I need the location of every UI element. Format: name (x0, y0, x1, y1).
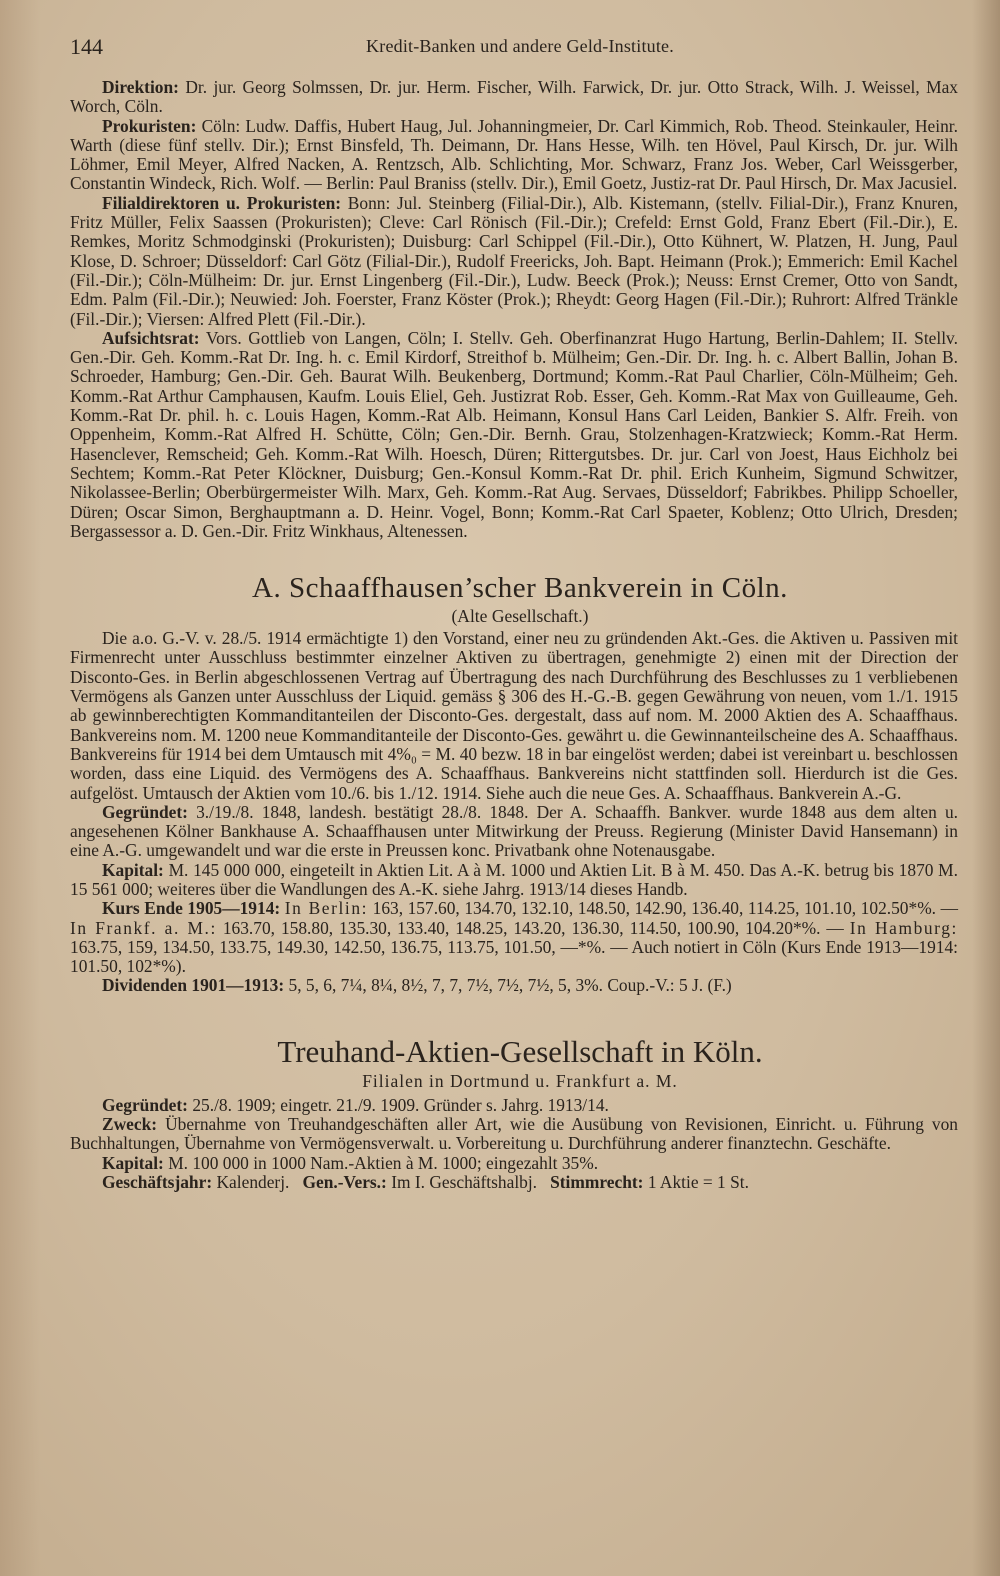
gegruendet-label: Gegründet: (102, 1094, 188, 1115)
page-edge-shadow-left (0, 0, 40, 1576)
page-edge-shadow-right (972, 0, 1000, 1576)
meta-paragraph (70, 1173, 958, 1192)
section-subtitle: (Alte Gesellschaft.) (451, 606, 589, 627)
section-subtitle: Filialen in Dortmund u. Frankfurt a. M. (362, 1070, 678, 1091)
prokuristen-label: Prokuristen: (102, 115, 197, 136)
continued-entry (70, 78, 958, 541)
aufsichtsrat-label: Aufsichtsrat: (102, 327, 200, 348)
zweck-paragraph (70, 1115, 958, 1154)
kurs-paragraph (70, 899, 958, 976)
kurs-dash: — (940, 898, 958, 919)
aufsichtsrat-paragraph (70, 329, 958, 541)
section-title: Treuhand-Aktien-Gesellschaft in Köln. (277, 1033, 763, 1069)
stimmrecht-text: 1 Aktie = 1 St. (647, 1171, 749, 1192)
direktion-text: Dr. jur. Georg Solmssen, Dr. jur. Herm. Fischer, Wilh. Farwick, Dr. jur. Otto Strack, Wilh. J. Weissel, Max Worch, Cöln. (70, 77, 958, 117)
zweck-text: Übernahme von Treuhandgeschäften aller Art, wie die Ausübung von Revisionen, Einricht. u. Führung von Buchhaltungen, Übernahme von Vermögensverwalt. u. Vorbereitung u. Durchführung anderer finanztechn. Geschäfte. (70, 1114, 958, 1154)
running-title: Kredit-Banken und andere Geld-Institute. (366, 36, 674, 56)
kurs-coeln-note: Auch notiert in Cöln (Kurs Ende 1913—1914: 101.50, 102*%). (70, 936, 958, 977)
kapital-text: M. 145 000 000, eingeteilt in Aktien Lit. A à M. 1000 und Aktien Lit. B à M. 450. Das A.-K. betrug bis 1870 M. 15 561 000; weiteres über die Wandlungen des A.-K. siehe Jahrg. 1913/14 dieses Handb. (70, 859, 958, 899)
kapital-label: Kapital: (102, 859, 164, 880)
kurs-label: Kurs Ende 1905—1914: (102, 898, 281, 919)
filialdirektoren-paragraph (70, 194, 958, 329)
section-treuhand (70, 1034, 970, 1192)
prokuristen-text: Cöln: Ludw. Daffis, Hubert Haug, Jul. Johanningmeier, Dr. Carl Kimmich, Rob. Theod. Steinkauler, Heinr. Warth (diese fünf stellv. Dir.); Ernst Binsfeld, Th. Deimann, Dr. Hans Hesse, Wilh. ten Hövel, Paul Kirsch, Dr. jur. Wilh Löhmer, Emil Meyer, Alfred Nacken, A. Rentzsch, Alb. Schlichting, Mor. Schwarz, Franz Jos. Weber, Carl Weissgerber, Constantin Windeck, Rich. Wolf. — Berlin: Paul Braniss (stellv. Dir.), Emil Goetz, Justiz-rat Dr. Paul Hirsch, Dr. Max Jacusiel. (70, 115, 958, 194)
gen-vers-label: Gen.-Vers.: (302, 1171, 387, 1192)
kurs-dash: — (610, 936, 628, 957)
book-page (70, 34, 970, 1192)
gegruendet-paragraph (70, 1096, 958, 1115)
dividenden-label: Dividenden 1901—1913: (102, 975, 285, 996)
direktion-paragraph (70, 78, 958, 117)
section-title: A. Schaaffhausen’scher Bankverein in Cöln. (252, 572, 788, 605)
gegruendet-text: 3./19./8. 1848, landesh. bestätigt 28./8. 1848. Der A. Schaaffh. Bankver. wurde 1848 aus dem alten u. angesehenen Kölner Bankhause A. Schaaffhausen unter Mitwirkung der Preuss. Regierung (Minister David Hansemann) in eine A.-G. umgewandelt und war die erste in Preussen konc. Privatbank ohne Notenausgabe. (70, 801, 958, 861)
kapital-paragraph (70, 1154, 958, 1173)
zweck-label: Zweck: (102, 1114, 158, 1135)
section-body (70, 629, 958, 996)
running-head (70, 34, 970, 64)
geschaeftsjahr-text: Kalenderj. (216, 1171, 290, 1192)
section-body (70, 1096, 958, 1192)
filialdirektoren-label: Filialdirektoren u. Prokuristen: (102, 192, 342, 213)
kurs-hamburg-values: 163.75, 159, 134.50, 133.75, 149.30, 142.50, 136.75, 113.75, 101.50, —*%. (70, 936, 606, 957)
dividenden-text: 5, 5, 6, 7¼, 8¼, 8½, 7, 7, 7½, 7½, 7½, 5, 3%. Coup.-V.: 5 J. (F.) (288, 975, 732, 996)
kurs-berlin-values: 163, 157.60, 134.70, 132.10, 148.50, 142.90, 136.40, 114.25, 101.10, 102.50*%. (372, 898, 937, 919)
prokuristen-paragraph (70, 117, 958, 194)
gegruendet-paragraph (70, 803, 958, 861)
section-schaaffhausen (70, 571, 970, 996)
page-number: 144 (70, 34, 103, 59)
kurs-frankfurt-label: In Frankf. a. M.: (70, 917, 217, 938)
direktion-label: Direktion: (102, 77, 179, 97)
intro-paragraph: Die a.o. G.-V. v. 28./5. 1914 ermächtigte 1) den Vorstand, einer neu zu gründenden Akt.-Ges. die Aktiven u. Passiven mit Firmenrecht unter Ausschluss bestimmter einzelner Aktiven zu übertragen, genehmigte 2) einen mit der Direction der Disconto-Ges. in Berlin abgeschlossenen Vertrag auf Übertragung des nach Durchführung des Beschlusses zu 1 verbliebenen Vermögens als Ganzen unter Ausschluss der Liquid. gemäss § 306 des H.-G.-B. gegen Gewährung von neuen, vom 1./1. 1915 ab gewinnberechtigten Kommanditanteilen der Disconto-Ges. dergestalt, dass auf nom. M. 2000 Aktien des A. Schaaffhaus. Bankvereins nom. M. 1200 neue Kommanditanteile der Disconto-Ges. gewährt u. die Gewinnanteilscheine des A. Schaaffhaus. Bankvereins für 1914 bei dem Umtausch mit 4%₀ = M. 40 bezw. 18 in bar eingelöst werden; dabei ist vereinbart u. beschlossen worden, dass eine Liquid. des Vermögens des A. Schaaffhaus. Bankvereins nicht stattfinden soll. Hierdurch ist die Ges. aufgelöst. Umtausch der Aktien vom 10./6. bis 1./12. 1914. Siehe auch die neue Ges. A. Schaaffhaus. Bankverein A.-G. (70, 628, 958, 803)
geschaeftsjahr-label: Geschäftsjahr: (102, 1171, 213, 1192)
kurs-frankfurt-values: 163.70, 158.80, 135.30, 133.40, 148.25, 143.20, 136.30, 114.50, 100.90, 104.20*%. (222, 917, 821, 938)
aufsichtsrat-text: Vors. Gottlieb von Langen, Cöln; I. Stellv. Geh. Oberfinanzrat Hugo Hartung, Berlin-Dahlem; II. Stellv. Gen.-Dir. Geh. Komm.-Rat Dr. Ing. h. c. Emil Kirdorf, Streithof b. Mülheim; Gen.-Dir. Dr. Ing. h. c. Albert Ballin, Johan B. Schroeder, Hamburg; Gen.-Dir. Geh. Baurat Wilh. Beukenberg, Dortmund; Komm.-Rat Paul Charlier, Cöln-Mülheim; Geh. Komm.-Rat Arthur Camphausen, Kaufm. Louis Eliel, Geh. Justizrat Rob. Esser, Geh. Komm.-Rat Max von Guilleaume, Geh. Komm.-Rat Dr. phil. h. c. Louis Hagen, Komm.-Rat Alb. Heimann, Konsul Hans Carl Leiden, Bankier S. Alfr. Freih. von Oppenheim, Komm.-Rat Alfred H. Schütte, Cöln; Gen.-Dir. Bernh. Grau, Stolzenhagen-Kratzwieck; Komm.-Rat Herm. Hasenclever, Remscheid; Geh. Komm.-Rat Wilh. Hoesch, Düren; Rittergutsbes. Dr. jur. Carl von Joest, Haus Eichholz bei Sechtem; Komm.-Rat Peter Klöckner, Duisburg; Gen.-Konsul Komm.-Rat Dr. phil. Erich Kunheim, Sigmund Schwitzer, Nikolassee-Berlin; Oberbürgermeister Wilh. Marx, Geh. Komm.-Rat Aug. Servaes, Düsseldorf; Fabrikbes. Philipp Schoeller, Düren; Oscar Simon, Berghauptmann a. D. Heinr. Vogel, Bonn; Komm.-Rat Carl Spaeter, Koblenz; Otto Ulrich, Dresden; Bergassessor a. D. Gen.-Dir. Fritz Winkhaus, Altenessen. (70, 327, 958, 541)
stimmrecht-label: Stimmrecht: (550, 1171, 644, 1192)
dividenden-paragraph (70, 976, 958, 995)
kurs-hamburg-label: In Hamburg: (849, 917, 958, 938)
kurs-berlin-label: In Berlin: (284, 898, 369, 919)
kapital-label: Kapital: (102, 1152, 164, 1173)
kapital-text: M. 100 000 in 1000 Nam.-Aktien à M. 1000; eingezahlt 35%. (168, 1152, 599, 1173)
kapital-paragraph (70, 861, 958, 900)
filialdirektoren-text: Bonn: Jul. Steinberg (Filial-Dir.), Alb. Kistemann, (stellv. Filial-Dir.), Franz Knuren, Fritz Müller, Felix Saassen (Prokuristen); Cleve: Carl Rönisch (Fil.-Dir.); Crefeld: Ernst Gold, Franz Ebert (Fil.-Dir.), E. Remkes, Moritz Schmodginski (Prokuristen); Duisburg: Carl Schippel (Fil.-Dir.), Otto Kühnert, W. Platzen, H. Jung, Paul Klose, D. Schroer; Düsseldorf: Carl Götz (Filial-Dir.), Rudolf Freericks, Joh. Bapt. Heimann (Prok.); Emmerich: Emil Kachel (Fil.-Dir.); Cöln-Mülheim: Dr. jur. Ernst Lingenberg (Fil.-Dir.), Ludw. Beeck (Prok.); Neuss: Ernst Cremer, Otto von Sandt, Edm. Palm (Fil.-Dir.); Neuwied: Joh. Foerster, Franz Köster (Prok.); Rheydt: Georg Hagen (Fil.-Dir.); Ruhrort: Alfred Tränkle (Fil.-Dir.); Viersen: Alfred Plett (Fil.-Dir.). (70, 192, 958, 329)
gegruendet-label: Gegründet: (102, 801, 188, 822)
gegruendet-text: 25./8. 1909; eingetr. 21./9. 1909. Gründer s. Jahrg. 1913/14. (192, 1094, 609, 1115)
gen-vers-text: Im I. Geschäftshalbj. (391, 1171, 538, 1192)
kurs-dash: — (826, 917, 844, 938)
